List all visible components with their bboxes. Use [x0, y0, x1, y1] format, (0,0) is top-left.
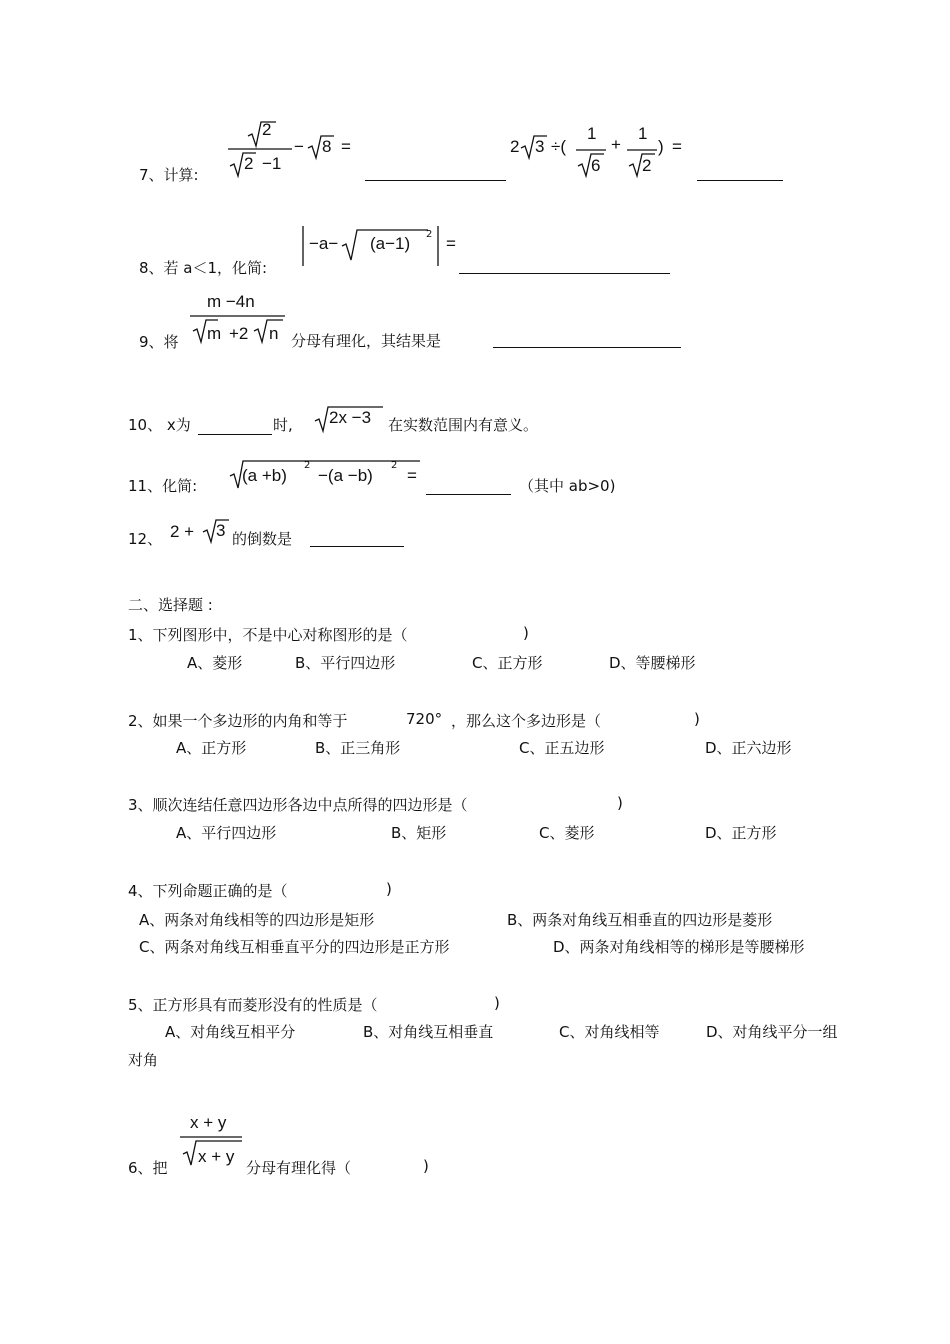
mc2-option-c[interactable]: C、正五边形 — [519, 739, 605, 757]
q9-numerator: m −4n — [207, 292, 255, 311]
q12-label: 12、 — [128, 530, 163, 548]
q7-f3-num: 1 — [638, 124, 648, 143]
mc1-option-c[interactable]: C、正方形 — [472, 654, 543, 672]
q7-label: 7、计算: — [139, 166, 199, 184]
mc4-stem: 4、下列命题正确的是（ — [128, 882, 288, 900]
q7-e2-rad: 3 — [535, 137, 545, 156]
mc3-option-b[interactable]: B、矩形 — [391, 824, 447, 842]
mc1-option-d[interactable]: D、等腰梯形 — [609, 654, 696, 672]
mc1-option-b[interactable]: B、平行四边形 — [295, 654, 396, 672]
q11-answer-blank[interactable] — [426, 494, 511, 495]
q10-label: 10、 x为 — [128, 416, 191, 434]
mc4-close: ) — [386, 880, 392, 898]
q8-inner: (a−1) — [370, 234, 411, 253]
q7-f3-den: 2 — [642, 156, 652, 175]
mc3-option-c[interactable]: C、菱形 — [539, 824, 595, 842]
mc2-value: 720° — [406, 710, 443, 728]
q11-exp-2: 2 — [391, 460, 398, 471]
q11-term-a: (a +b) — [242, 466, 287, 485]
q9-answer-blank[interactable] — [493, 347, 681, 348]
mc5-option-b[interactable]: B、对角线互相垂直 — [363, 1023, 494, 1041]
mc1-close: ) — [523, 624, 529, 642]
mc2-option-d[interactable]: D、正六边形 — [705, 739, 792, 757]
q7-f2-den: 6 — [591, 156, 601, 175]
section-2-title: 二、选择题 : — [128, 596, 213, 614]
mc1-option-a[interactable]: A、菱形 — [187, 654, 243, 672]
q9-den-plus: +2 — [229, 324, 249, 343]
q11-eq: = — [407, 466, 417, 485]
mc2-stem-2: ，那么这个多边形是（ — [451, 712, 602, 730]
q10-answer-blank[interactable] — [198, 434, 272, 435]
q12-text: 的倒数是 — [232, 530, 293, 548]
q7-sqrt3 — [519, 134, 549, 160]
q11-label: 11、化简: — [128, 477, 198, 495]
mc4-option-b[interactable]: B、两条对角线互相垂直的四边形是菱形 — [507, 911, 773, 929]
q7-e2-div: ÷( — [551, 137, 566, 156]
q7-close: ) — [658, 137, 664, 156]
mc5-option-c[interactable]: C、对角线相等 — [559, 1023, 660, 1041]
q7-e2-lead: 2 — [510, 137, 520, 156]
q8-answer-blank[interactable] — [459, 273, 670, 274]
q8-eq: = — [446, 234, 456, 253]
q7-sqrt8-value: 8 — [322, 137, 332, 156]
q7-f1-den-a: 2 — [244, 154, 254, 173]
mc5-option-d-wrap: 对角 — [128, 1051, 159, 1069]
q7-sqrt8 — [306, 134, 336, 160]
mc6-text: 分母有理化得（ — [246, 1159, 352, 1177]
mc5-option-d[interactable]: D、对角线平分一组 — [706, 1023, 838, 1041]
q9-den-b: n — [269, 324, 279, 343]
q11-term-b: −(a −b) — [318, 466, 373, 485]
q7-eq1: = — [341, 137, 351, 156]
q10-text: 在实数范围内有意义。 — [388, 416, 539, 434]
q10-mid: 时, — [273, 416, 293, 434]
mc4-option-d[interactable]: D、两条对角线相等的梯形是等腰梯形 — [553, 938, 805, 956]
q8-label: 8、若 a＜1，化简: — [139, 259, 268, 277]
q9-den-a: m — [207, 324, 222, 343]
mc3-option-a[interactable]: A、平行四边形 — [176, 824, 277, 842]
q9-text: 分母有理化，其结果是 — [291, 332, 442, 350]
q8-abs-a: −a− — [309, 234, 339, 253]
mc1-stem: 1、下列图形中，不是中心对称图形的是（ — [128, 626, 408, 644]
mc6-stem: 6、把 — [128, 1159, 168, 1177]
mc5-option-a[interactable]: A、对角线互相平分 — [165, 1023, 296, 1041]
mc4-option-a[interactable]: A、两条对角线相等的四边形是矩形 — [139, 911, 375, 929]
mc4-option-c[interactable]: C、两条对角线互相垂直平分的四边形是正方形 — [139, 938, 450, 956]
q10-radicand: 2x −3 — [329, 408, 372, 427]
q12-answer-blank[interactable] — [310, 546, 404, 547]
q12-expr-a: 2 + — [170, 522, 195, 541]
mc5-close: ) — [494, 994, 500, 1012]
q11-note: （其中 ab>0) — [519, 477, 616, 495]
q11-exp-1: 2 — [304, 460, 311, 471]
mc2-option-a[interactable]: A、正方形 — [176, 739, 247, 757]
mc3-close: ) — [617, 794, 623, 812]
q12-rad: 3 — [216, 521, 226, 540]
q7-f1-num: 2 — [262, 120, 272, 139]
mc2-close: ) — [694, 710, 700, 728]
q7-eq2: = — [672, 137, 682, 156]
mc6-numerator: x + y — [190, 1113, 227, 1132]
q7-answer-blank-1[interactable] — [365, 180, 506, 181]
q7-f1-den-b: −1 — [262, 154, 282, 173]
mc2-option-b[interactable]: B、正三角形 — [315, 739, 401, 757]
q7-plus: + — [611, 135, 621, 154]
mc5-stem: 5、正方形具有而菱形没有的性质是（ — [128, 996, 378, 1014]
q8-exponent: 2 — [426, 229, 433, 240]
mc6-denominator: x + y — [198, 1147, 235, 1166]
q7-f2-num: 1 — [587, 124, 597, 143]
mc2-stem: 2、如果一个多边形的内角和等于 — [128, 712, 348, 730]
q9-label: 9、将 — [139, 333, 179, 351]
mc3-stem: 3、顺次连结任意四边形各边中点所得的四边形是（ — [128, 796, 468, 814]
mc3-option-d[interactable]: D、正方形 — [705, 824, 777, 842]
mc6-close: ) — [423, 1157, 429, 1175]
q7-answer-blank-2[interactable] — [697, 180, 783, 181]
